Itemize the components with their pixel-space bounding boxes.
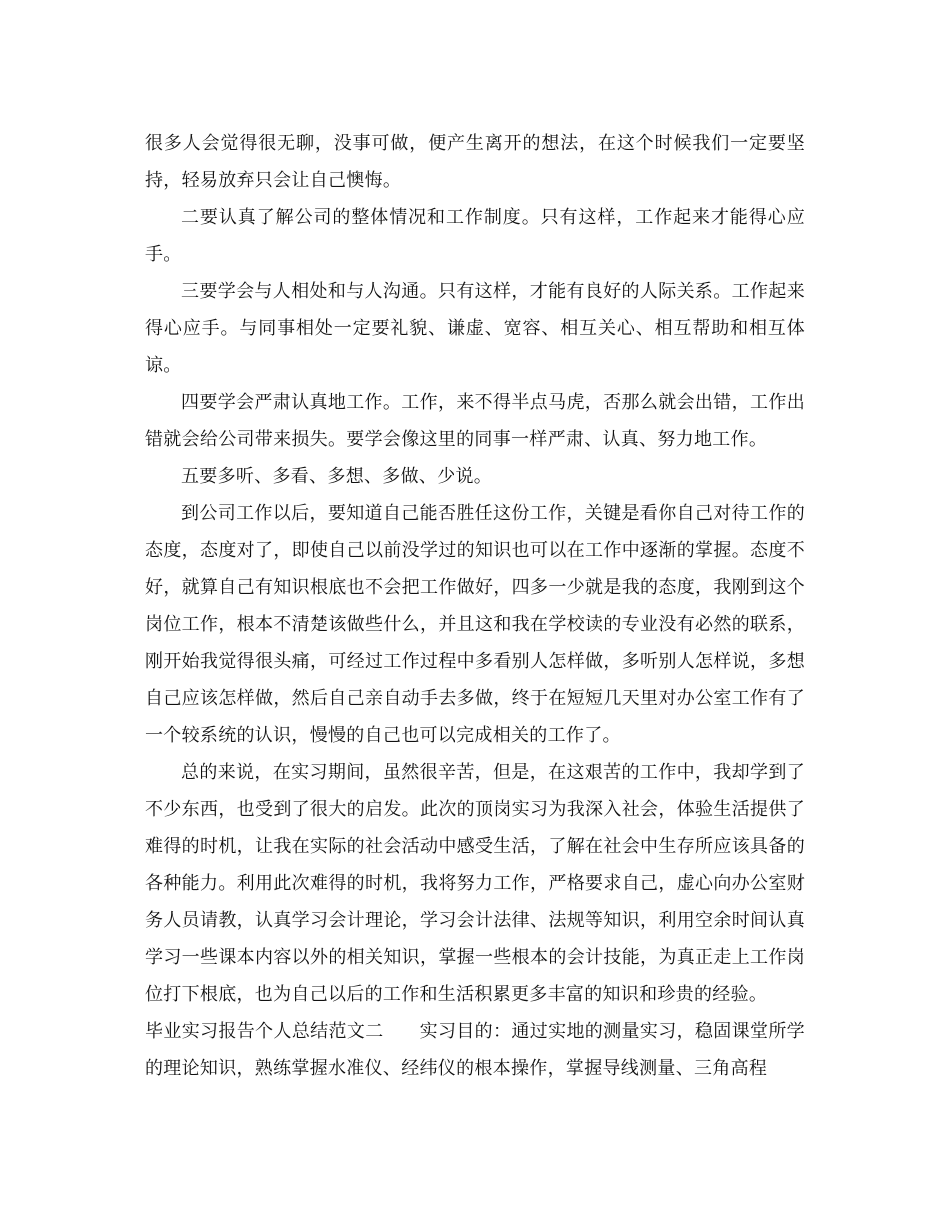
paragraph-continuation: 很多人会觉得很无聊，没事可做，便产生离开的想法，在这个时候我们一定要坚持，轻易放弃只会让自己懊悔。 [145,133,805,191]
section-two-text: 实习目的：通过实地的测量实习，稳固课堂所学的理论知识，熟练掌握水准仪、经纬仪的根本操作，掌握导线测量、三角高程 [145,1021,805,1079]
paragraph-work-attitude: 到公司工作以后，要知道自己能否胜任这份工作，关键是看你自己对待工作的态度，态度对了，即使自己以前没学过的知识也可以在工作中逐渐的掌握。态度不好，就算自己有知识根底也不会把工作做好，四多一少就是我的态度，我刚到这个岗位工作，根本不清楚该做些什么，并且这和我在学校读的专业没有必然的联系，刚开始我觉得很头痛，可经过工作过程中多看别人怎样做，多听别人怎样说，多想自己应该怎样做，然后自己亲自动手去多做，终于在短短几天里对办公室工作有了一个较系统的认识，慢慢的自己也可以完成相关的工作了。 [145,503,805,746]
paragraph-point-three: 三要学会与人相处和与人沟通。只有这样，才能有良好的人际关系。工作起来得心应手。与同事相处一定要礼貌、谦虚、宽容、相互关心、相互帮助和相互体谅。 [145,281,805,376]
paragraph-summary: 总的来说，在实习期间，虽然很辛苦，但是，在这艰苦的工作中，我却学到了不少东西，也受到了很大的启发。此次的顶岗实习为我深入社会，体验生活提供了难得的时机，让我在实际的社会活动中感受生活，了解在社会中生存所应该具备的各种能力。利用此次难得的时机，我将努力工作，严格要求自己，虚心向办公室财务人员请教，认真学习会计理论，学习会计法律、法规等知识，利用空余时间认真学习一些课本内容以外的相关知识，掌握一些根本的会计技能，为真正走上工作岗位打下根底，也为自己以后的工作和生活积累更多丰富的知识和珍贵的经验。 [145,762,805,1005]
paragraph-point-two: 二要认真了解公司的整体情况和工作制度。只有这样，工作起来才能得心应手。 [145,207,805,265]
document-body [145,125,805,1087]
paragraph-point-five: 五要多听、多看、多想、多做、少说。 [181,466,493,487]
paragraph-point-four: 四要学会严肃认真地工作。工作，来不得半点马虎，否那么就会出错，工作出错就会给公司带来损失。要学会像这里的同事一样严肃、认真、努力地工作。 [145,392,805,450]
section-two-title: 毕业实习报告个人总结范文二 [145,1021,384,1042]
section-two [145,1013,805,1087]
